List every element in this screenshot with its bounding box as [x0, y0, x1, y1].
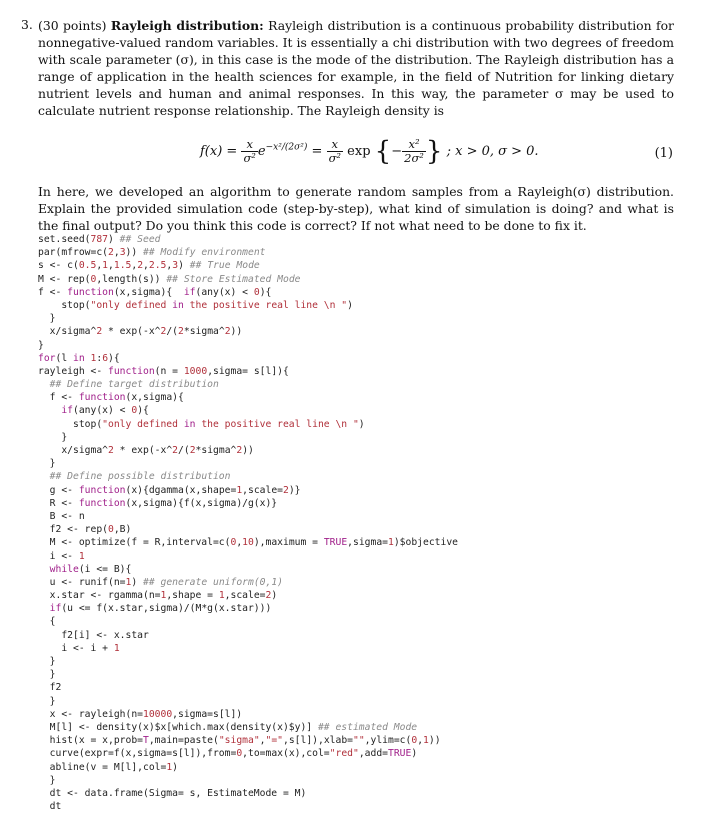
eq-frac1-num: x: [241, 138, 257, 152]
question-points: (30 points): [38, 18, 107, 33]
question-intro: [38, 17, 674, 119]
question-title: Rayleigh distribution:: [110, 18, 264, 33]
code-line: R <- function(x,sigma){f(x,sigma)/g(x)}: [38, 497, 278, 509]
eq-frac2-den: σ²: [328, 151, 342, 165]
intro-line-2: with scale parameter (σ), in this case is the mode of the distribution. The Rayleigh distribution has: [38, 52, 663, 67]
code-line: dt <- data.frame(Sigma= s, EstimateMode = M): [38, 787, 307, 799]
rayleigh-density-equation: [0, 138, 717, 172]
eq-fraction-1: [241, 138, 257, 165]
eq-frac3-den: 2σ²: [404, 151, 424, 165]
code-line: par(mfrow=c(2,3)) ## Modify environment: [38, 247, 266, 259]
code-line: if(any(x) < 0){: [61, 405, 149, 417]
code-line: f2 <- rep(0,B): [38, 524, 132, 536]
code-line: ## Define possible distribution: [49, 471, 231, 483]
eq-fraction-2: [327, 138, 343, 165]
code-line: }: [38, 431, 68, 443]
code-line: x/sigma^2 * exp(-x^2/(2*sigma^2)): [38, 445, 254, 456]
intro-line-4: nutrient levels and human and animal responses. In this way, the parameter σ may be used to calculate: [38, 86, 674, 118]
code-line: if(u <= f(x.star,sigma)/(M*g(x.star))): [49, 603, 272, 615]
eq-exp-sup: −x²/(2σ²): [265, 142, 308, 153]
code-line: }: [38, 458, 56, 470]
code-line: i <- 1: [38, 550, 85, 562]
code-line: M <- rep(0,length(s)) ## Store Estimated Mode: [38, 273, 301, 285]
intro-line-1: nonnegative-valued random variables. It is essentially a chi distribution with two degrees of freedom: [38, 35, 674, 50]
task-line-2: output? Do you think this code is correct? If not what need to be done to fix it.: [93, 218, 587, 233]
code-line: for(l in 1:6){: [38, 352, 120, 364]
code-line: }: [38, 695, 56, 707]
intro-line-5: nutrient response relationship. The Rayleigh density is: [98, 103, 445, 118]
intro-line-0: Rayleigh distribution is a continuous probability distribution for: [268, 18, 674, 33]
code-line: }: [38, 339, 44, 351]
eq-brace-open: {: [374, 136, 392, 167]
code-line: x.star <- rgamma(n=1,shape = 1,scale=2): [38, 590, 278, 602]
code-line: set.seed(787) ## Seed: [38, 234, 161, 245]
eq-brace-close: }: [425, 136, 443, 167]
code-line: dt: [38, 801, 62, 813]
eq-exp-base: e: [257, 144, 266, 159]
code-line: rayleigh <- function(n = 1000,sigma= s[l]){: [38, 365, 289, 377]
question-task: [38, 183, 674, 234]
equation-number: (1): [654, 146, 673, 161]
code-line: curve(expr=f(x,sigma=s[l]),from=0,to=max(x),col="red",add=TRUE): [38, 748, 418, 760]
code-line: stop("only defined in the positive real line \n "): [38, 299, 353, 311]
code-line: B <- n: [38, 510, 85, 522]
code-line: x/sigma^2 * exp(-x^2/(2*sigma^2)): [38, 326, 243, 338]
code-line: u <- runif(n=1) ## generate uniform(0,1): [38, 576, 283, 588]
code-line: while(i <= B){: [49, 563, 132, 575]
code-line: g <- function(x){dgamma(x,shape=1,scale=2)}: [38, 484, 301, 496]
code-line: M[l] <- density(x)$x[which.max(density(x)$y)] ## estimated Mode: [38, 721, 418, 733]
eq-minus: −: [391, 144, 403, 159]
code-line: f <- function(x,sigma){ if(any(x) < 0){: [38, 286, 272, 298]
question-number: 3.: [21, 17, 33, 32]
code-line: }: [38, 774, 56, 786]
eq-equals-2: =: [311, 144, 327, 159]
code-line: f <- function(x,sigma){: [38, 392, 184, 404]
code-line: i <- i + 1: [38, 642, 120, 654]
eq-fraction-3: [402, 138, 426, 165]
intro-line-3: a range of application in the health sciences for example, in the field of Nutrition for linking dietary: [38, 52, 674, 84]
code-line: s <- c(0.5,1,1.5,2,2.5,3) ## True Mode: [38, 260, 260, 272]
task-line-0: In here, we developed an algorithm to generate random samples from a Rayleigh(σ) distribution. Explain: [38, 184, 674, 216]
eq-frac2-num: x: [327, 138, 343, 152]
code-line: x <- rayleigh(n=10000,sigma=s[l]): [38, 708, 243, 720]
eq-frac1-den: σ²: [243, 151, 256, 165]
r-code-block: [38, 233, 698, 813]
code-line: ## Define target distribution: [49, 379, 219, 391]
eq-lhs: f(x) =: [200, 144, 242, 159]
code-line: }: [38, 313, 56, 325]
code-line: M <- optimize(f = R,interval=c(0,10),maximum = TRUE,sigma=1)$objective: [38, 537, 458, 549]
code-line: }: [38, 669, 56, 681]
code-line: hist(x = x,prob=T,main=paste("sigma","=",s[l]),xlab="",ylim=c(0,1)): [38, 735, 441, 747]
code-line: }: [38, 656, 56, 667]
code-line: abline(v = M[l],col=1): [38, 761, 178, 773]
eq-condition: ; x > 0, σ > 0.: [446, 144, 539, 159]
eq-exp-word: exp: [347, 144, 371, 159]
code-line: {: [38, 616, 56, 628]
code-line: f2[i] <- x.star: [38, 629, 149, 641]
task-line-1: the provided simulation code (step-by-step), what kind of simulation is doing? and what is the final: [38, 201, 674, 233]
code-line: stop("only defined in the positive real line \n "): [38, 418, 365, 430]
code-line: f2: [38, 682, 62, 694]
eq-frac3-num: x²: [402, 138, 426, 152]
